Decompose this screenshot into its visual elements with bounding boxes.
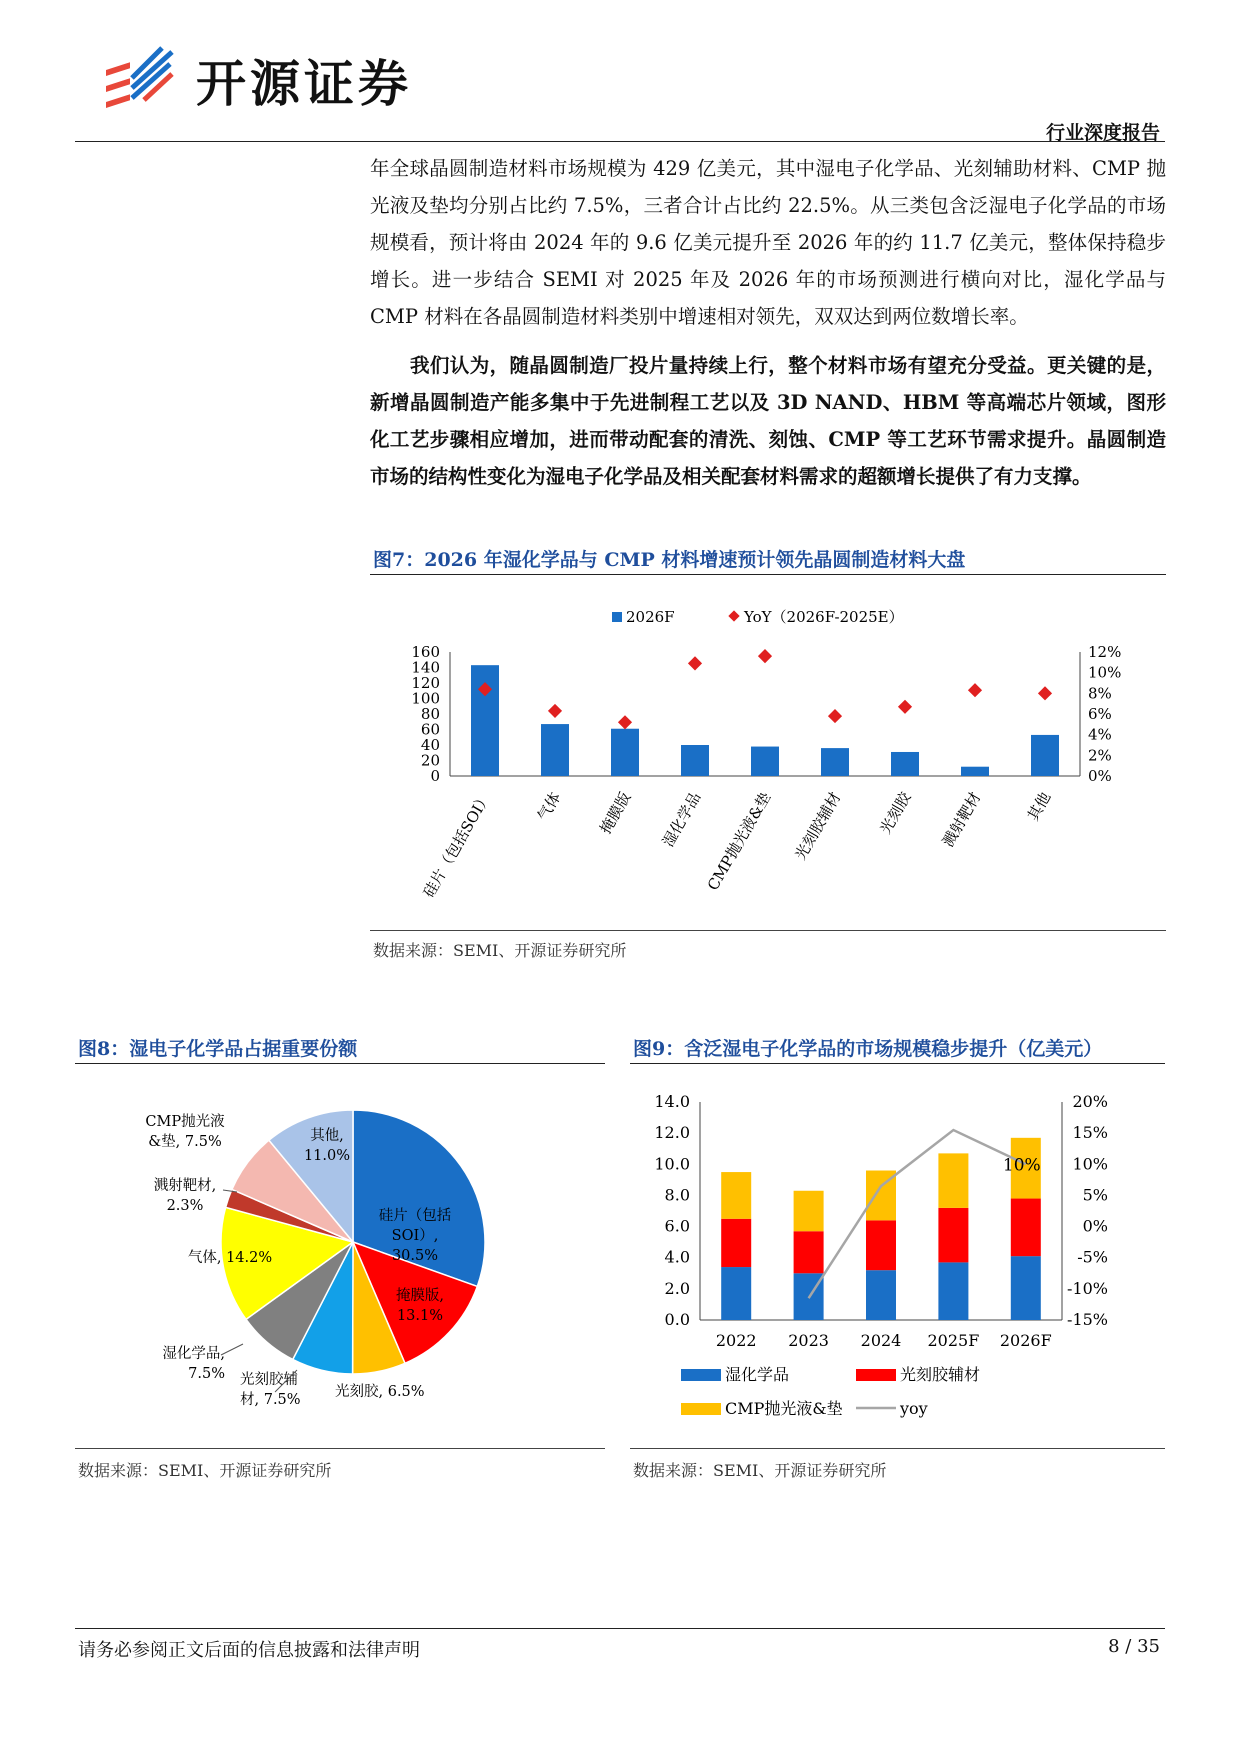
y-tick-label-right: 10% [1072, 1154, 1108, 1174]
fig8-source: 数据来源：SEMI、开源证券研究所 [78, 1461, 332, 1480]
company-logo [100, 38, 190, 110]
y-tick-label-right: 0% [1088, 767, 1112, 785]
scatter-point [758, 649, 772, 663]
footer-rule [75, 1628, 1165, 1629]
pie-label: 光刻胶辅 [240, 1372, 298, 1388]
yoy-line [809, 1130, 1026, 1298]
fig9-top-rule [630, 1063, 1165, 1064]
fig7-bottom-rule [370, 930, 1166, 931]
x-tick-label: CMP抛光液&垫 [703, 789, 775, 894]
scatter-point [828, 709, 842, 723]
y-tick-label-right: 12% [1088, 643, 1122, 661]
x-tick-label: 掩膜版 [596, 789, 635, 837]
y-tick-label-right: 15% [1072, 1123, 1108, 1143]
pie-label: CMP抛光液 [145, 1114, 225, 1130]
y-tick-label-right: 6% [1088, 705, 1112, 723]
logo-mark-icon [100, 38, 190, 110]
bar-segment [1011, 1199, 1041, 1257]
fig9-source: 数据来源：SEMI、开源证券研究所 [633, 1461, 887, 1480]
x-tick-label: 光刻胶 [876, 789, 915, 837]
y-tick-label: 0 [430, 767, 440, 785]
pie-label: 溅射靶材, [153, 1178, 217, 1194]
fig7-title: 图7：2026 年湿化学品与 CMP 材料增速预计领先晶圆制造材料大盘 [373, 549, 966, 571]
legend-label: 光刻胶辅材 [900, 1365, 981, 1384]
header-rule [75, 141, 1165, 142]
scatter-point [968, 683, 982, 697]
scatter-point [898, 700, 912, 714]
fig7-chart [370, 590, 1166, 930]
y-tick-label: 0.0 [664, 1310, 690, 1329]
legend-label: yoy [900, 1399, 928, 1418]
legend-swatch-bar [612, 612, 622, 622]
x-tick-label: 湿化学品 [658, 789, 705, 850]
y-tick-label-right: -15% [1067, 1310, 1108, 1329]
y-tick-label-right: -10% [1067, 1278, 1108, 1298]
legend-label: YoY（2026F-2025E） [744, 608, 904, 626]
x-tick-label: 2025F [927, 1331, 980, 1350]
y-tick-label: 20 [420, 751, 440, 770]
bar-segment [938, 1262, 968, 1320]
pie-label: 材, 7.5% [240, 1392, 301, 1408]
pie-label: 其他, [310, 1128, 344, 1144]
y-tick-label: 4.0 [664, 1247, 690, 1267]
x-tick-label: 气体 [533, 789, 565, 824]
pie-label: 11.0% [303, 1148, 351, 1164]
x-tick-label: 硅片（包括SOI） [419, 789, 495, 901]
x-tick-label: 溅射靶材 [938, 789, 985, 850]
page-number: 8 / 35 [1108, 1636, 1160, 1657]
bar [611, 729, 639, 776]
x-tick-label: 2024 [860, 1331, 902, 1350]
y-tick-label-right: 4% [1088, 725, 1112, 744]
bar [821, 748, 849, 776]
paragraph-2: 我们认为，随晶圆制造厂投片量持续上行，整个材料市场有望充分受益。更关键的是，新增晶圆制造产能多集中于先进制程工艺以及 3D NAND、HBM 等高端芯片领域，图形化工艺步骤相应增加，进而带动配套的清洗、刻蚀、CMP 等工艺环节需求提升。晶圆制造市场的结构性变化为湿电子化学品及相关配套材料需求的超额增长提供了有力支撑。 [370, 354, 1166, 488]
pie-label: SOI）, [391, 1228, 439, 1244]
y-tick-label: 8.0 [664, 1185, 690, 1205]
bar-segment [721, 1172, 751, 1219]
x-tick-label: 光刻胶辅材 [791, 789, 845, 863]
bar [471, 665, 499, 776]
report-type: 行业深度报告 [1045, 122, 1160, 144]
x-tick-label: 2026F [999, 1331, 1052, 1350]
pie-label: 13.1% [396, 1308, 444, 1324]
legend-swatch [681, 1403, 721, 1415]
y-tick-label: 60 [420, 720, 440, 739]
y-tick-label: 140 [411, 658, 440, 677]
y-tick-label: 40 [420, 736, 440, 754]
bar [1031, 735, 1059, 776]
legend-swatch [856, 1369, 896, 1381]
body-text [370, 150, 1166, 495]
bar-segment [721, 1267, 751, 1320]
fig9-bottom-rule [630, 1448, 1165, 1449]
scatter-point [548, 704, 562, 718]
fig8-chart [75, 1070, 605, 1440]
bar-segment [866, 1270, 896, 1320]
bar-segment [938, 1208, 968, 1263]
fig7-source: 数据来源：SEMI、开源证券研究所 [373, 941, 627, 960]
y-tick-label: 100 [411, 689, 440, 708]
y-tick-label-right: 5% [1082, 1185, 1108, 1205]
bar-segment [794, 1231, 824, 1273]
x-tick-label: 其他 [1023, 789, 1055, 824]
pie-label: 30.5% [391, 1248, 439, 1264]
y-tick-label-right: 20% [1072, 1092, 1108, 1111]
y-tick-label: 160 [411, 643, 440, 661]
pie-label: 2.3% [166, 1198, 204, 1214]
pie-label: 掩膜版, [395, 1288, 445, 1304]
legend-label: 2026F [626, 608, 675, 626]
y-tick-label-right: 0% [1082, 1216, 1108, 1236]
company-name: 开源证券 [196, 55, 412, 113]
legend-label: CMP抛光液&垫 [725, 1399, 843, 1418]
legend-label: 湿化学品 [725, 1365, 790, 1384]
bar-segment [721, 1219, 751, 1267]
pie-label: 7.5% [188, 1366, 225, 1382]
y-tick-label: 14.0 [654, 1092, 690, 1111]
bar-segment [794, 1191, 824, 1231]
fig9-chart [630, 1070, 1165, 1440]
x-tick-label: 2022 [715, 1331, 757, 1350]
paragraph-1: 年全球晶圆制造材料市场规模为 429 亿美元，其中湿电子化学品、光刻辅助材料、CMP 抛光液及垫均分别占比约 7.5%，三者合计占比约 22.5%。从三类包含泛湿电子化学品的市场规模看，预计将由 2024 年的 9.6 亿美元提升至 2026 年的约 11.7 亿美元，整体保持稳步增长。进一步结合 SEMI 对 2025 年及 2026 年的市场预测进行横向对比，湿化学品与 CMP 材料在各晶圆制造材料类别中增速相对领先，双双达到两位数增长率。 [370, 157, 1166, 328]
fig9-title: 图9：含泛湿电子化学品的市场规模稳步提升（亿美元） [633, 1038, 1103, 1060]
pie-label: 湿化学品, [162, 1346, 225, 1362]
data-label: 10% [1002, 1155, 1041, 1176]
fig8-top-rule [75, 1063, 605, 1064]
pie-label: 硅片（包括 [378, 1208, 452, 1224]
fig8-title: 图8：湿电子化学品占据重要份额 [78, 1038, 358, 1060]
y-tick-label: 120 [411, 674, 440, 692]
pie-label: 光刻胶, 6.5% [335, 1384, 425, 1400]
footer-disclaimer: 请务必参阅正文后面的信息披露和法律声明 [78, 1640, 420, 1661]
y-tick-label: 12.0 [654, 1123, 690, 1143]
pie-label: &垫, 7.5% [148, 1134, 222, 1150]
bar-segment [938, 1153, 968, 1208]
scatter-point [618, 715, 632, 729]
y-tick-label: 2.0 [664, 1278, 690, 1298]
bar-segment [1011, 1256, 1041, 1320]
fig7-top-rule [370, 574, 1166, 575]
y-tick-label-right: 8% [1088, 684, 1112, 703]
bar [891, 752, 919, 776]
bar-segment [866, 1220, 896, 1270]
y-tick-label: 10.0 [654, 1154, 690, 1174]
bar [541, 724, 569, 776]
y-tick-label-right: -5% [1077, 1247, 1108, 1267]
scatter-point [688, 656, 702, 670]
bar [961, 767, 989, 776]
legend-swatch [681, 1369, 721, 1381]
scatter-point [1038, 686, 1052, 700]
y-tick-label: 6.0 [664, 1216, 690, 1236]
fig8-bottom-rule [75, 1448, 605, 1449]
y-tick-label-right: 10% [1088, 663, 1122, 682]
y-tick-label-right: 2% [1088, 746, 1112, 765]
bar [681, 745, 709, 776]
pie-label: 气体, 14.2% [187, 1250, 273, 1266]
bar [751, 747, 779, 776]
y-tick-label: 80 [420, 705, 440, 723]
legend-swatch-marker [728, 610, 739, 621]
x-tick-label: 2023 [788, 1331, 829, 1350]
